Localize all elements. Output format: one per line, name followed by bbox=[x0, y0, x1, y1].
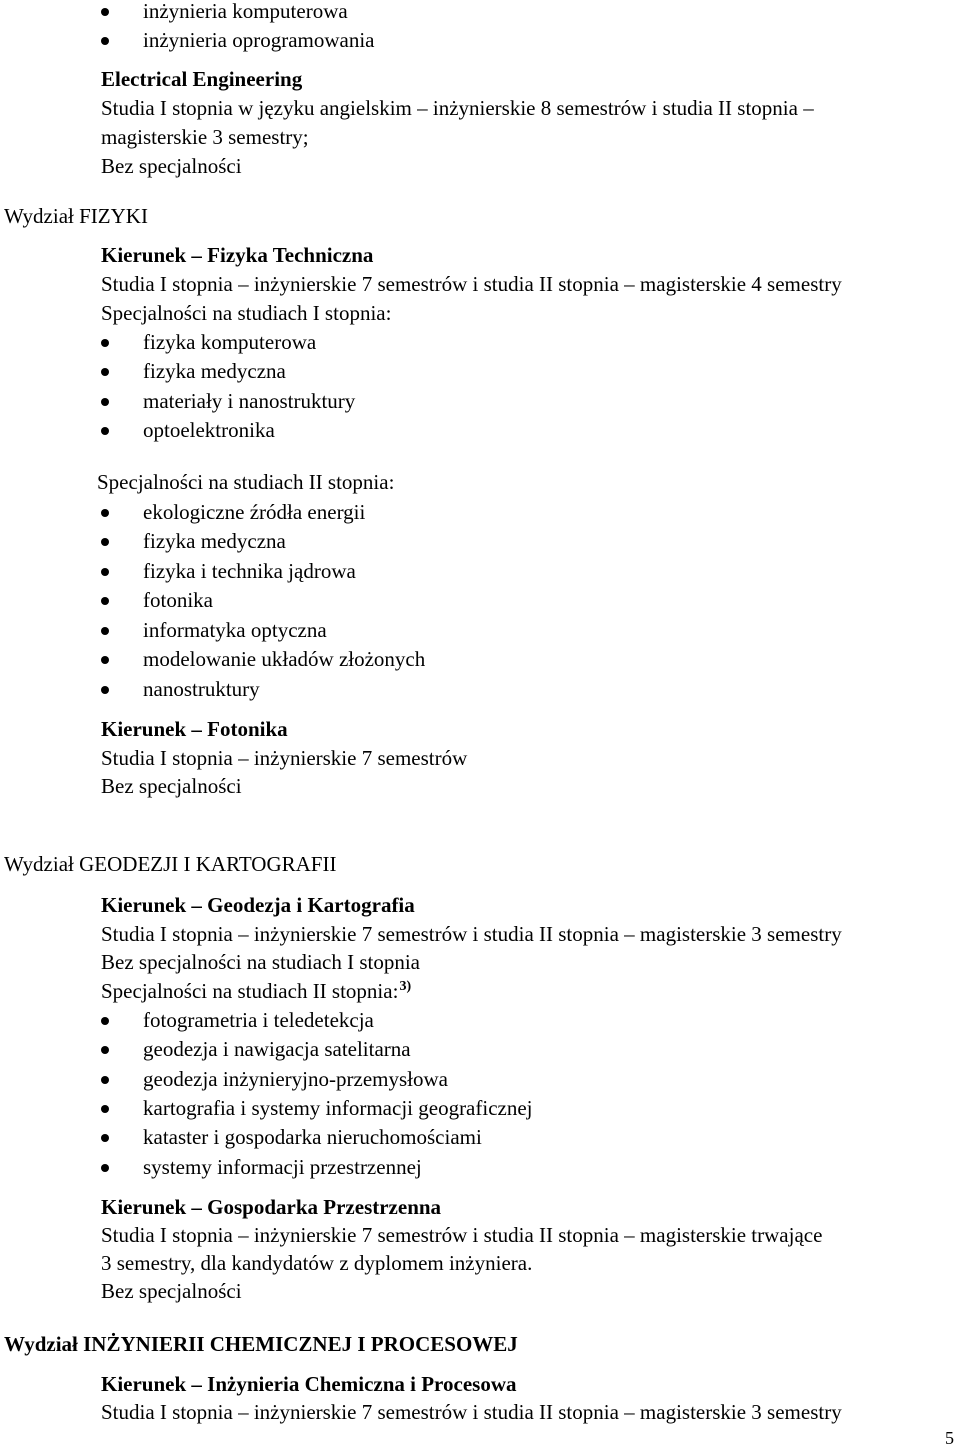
program-studies: Studia I stopnia – inżynierskie 7 semestrów bbox=[101, 746, 468, 770]
list-item: kataster i gospodarka nieruchomościami bbox=[143, 1123, 482, 1152]
list-item: geodezja i nawigacja satelitarna bbox=[143, 1035, 411, 1064]
list-item: materiały i nanostruktury bbox=[143, 387, 355, 416]
program-specialization: Bez specjalności bbox=[101, 154, 242, 178]
program-heading: Kierunek – Fotonika bbox=[101, 717, 288, 741]
program-specialization: Bez specjalności bbox=[101, 774, 242, 798]
footnote-marker: 3) bbox=[399, 979, 412, 994]
page-number: 5 bbox=[945, 1428, 954, 1448]
list-item: kartografia i systemy informacji geograficznej bbox=[143, 1094, 533, 1123]
program-studies: Studia I stopnia – inżynierskie 7 semestrów i studia II stopnia – magisterskie 3 semestry bbox=[101, 1400, 842, 1424]
list-item: fizyka i technika jądrowa bbox=[143, 557, 356, 586]
specialization-title bbox=[101, 977, 411, 1009]
list-item: fizyka medyczna bbox=[143, 527, 286, 556]
program-studies: Studia I stopnia – inżynierskie 7 semestrów i studia II stopnia – magisterskie 3 semestry bbox=[101, 922, 842, 946]
faculty-title: Wydział GEODEZJI I KARTOGRAFII bbox=[4, 852, 337, 876]
list-item: fotonika bbox=[143, 586, 213, 615]
list-item: fizyka medyczna bbox=[143, 357, 286, 386]
list-item: informatyka optyczna bbox=[143, 616, 327, 645]
program-heading: Electrical Engineering bbox=[101, 67, 303, 91]
list-item: fotogrametria i teledetekcja bbox=[143, 1006, 374, 1035]
faculty-title: Wydział INŻYNIERII CHEMICZNEJ I PROCESOWEJ bbox=[4, 1332, 518, 1356]
list-item: optoelektronika bbox=[143, 416, 275, 445]
program-specialization: Bez specjalności na studiach I stopnia bbox=[101, 950, 420, 974]
list-item: inżynieria oprogramowania bbox=[143, 26, 375, 55]
program-heading: Kierunek – Fizyka Techniczna bbox=[101, 243, 374, 267]
list-item: fizyka komputerowa bbox=[143, 328, 316, 357]
specialization-title: Specjalności na studiach II stopnia: bbox=[97, 470, 395, 494]
specialization-title: Specjalności na studiach I stopnia: bbox=[101, 301, 392, 325]
program-heading: Kierunek – Gospodarka Przestrzenna bbox=[101, 1195, 442, 1219]
program-studies-cont: magisterskie 3 semestry; bbox=[101, 125, 309, 149]
specialization-title-text: Specjalności na studiach II stopnia: bbox=[101, 979, 399, 1003]
program-studies: Studia I stopnia – inżynierskie 7 semestrów i studia II stopnia – magisterskie 4 semestry bbox=[101, 272, 842, 296]
list-item: ekologiczne źródła energii bbox=[143, 498, 365, 527]
list-item: geodezja inżynieryjno-przemysłowa bbox=[143, 1065, 448, 1094]
list-item: systemy informacji przestrzennej bbox=[143, 1153, 422, 1182]
program-heading: Kierunek – Geodezja i Kartografia bbox=[101, 893, 415, 917]
faculty-title: Wydział FIZYKI bbox=[4, 204, 148, 228]
program-studies: Studia I stopnia – inżynierskie 7 semestrów i studia II stopnia – magisterskie trwające bbox=[101, 1223, 823, 1247]
program-specialization: Bez specjalności bbox=[101, 1279, 242, 1303]
list-item: inżynieria komputerowa bbox=[143, 0, 348, 26]
list-item: nanostruktury bbox=[143, 675, 260, 704]
program-studies: Studia I stopnia w języku angielskim – inżynierskie 8 semestrów i studia II stopnia – bbox=[101, 96, 814, 120]
list-item: modelowanie układów złożonych bbox=[143, 645, 425, 674]
program-heading: Kierunek – Inżynieria Chemiczna i Procesowa bbox=[101, 1372, 517, 1396]
program-studies-cont: 3 semestry, dla kandydatów z dyplomem inżyniera. bbox=[101, 1251, 533, 1275]
